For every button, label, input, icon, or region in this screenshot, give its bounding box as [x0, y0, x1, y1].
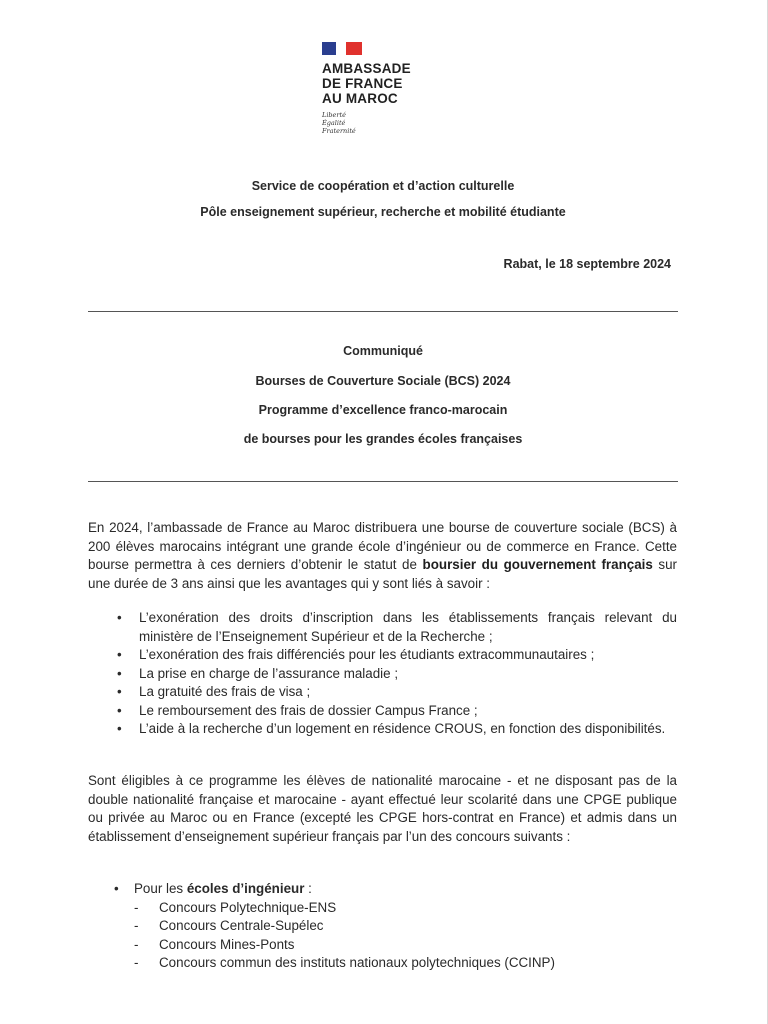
logo-line-3: AU MAROC [322, 91, 398, 106]
dash-icon: - [134, 955, 139, 970]
list-item [88, 899, 677, 918]
logo-line-1: AMBASSADE [322, 61, 411, 76]
list-item [88, 702, 677, 721]
motto-line-3: Fraternité [322, 127, 356, 135]
list-item [88, 609, 677, 646]
intro-paragraph [88, 519, 677, 593]
title-bcs: Bourses de Couverture Sociale (BCS) 2024 [255, 374, 511, 388]
embassy-logo [322, 42, 442, 135]
bullet-icon: • [117, 665, 122, 681]
document-date: Rabat, le 18 septembre 2024 [503, 257, 671, 271]
bullet-icon: • [114, 881, 119, 896]
advantage-text: Le remboursement des frais de dossier Campus France ; [139, 702, 478, 718]
advantage-text: L’aide à la recherche d’un logement en résidence CROUS, en fonction des disponibilités. [139, 721, 666, 736]
intro-text-after: sur une durée de 3 ans ainsi que les avantages qui y sont liés à savoir : [88, 557, 678, 591]
title-programme: Programme d’excellence franco-marocain [258, 403, 508, 417]
dash-icon: - [134, 918, 139, 933]
motto-line-1: Liberté [322, 111, 346, 119]
logo-title [322, 61, 442, 106]
list-item [88, 665, 677, 684]
concours-text: Concours Mines-Ponts [159, 936, 295, 952]
bullet-icon: • [117, 610, 122, 625]
logo-line-2: DE FRANCE [322, 76, 403, 91]
top-divider [88, 311, 678, 312]
eligibility-paragraph: Sont éligibles à ce programme les élèves de nationalité marocaine - et ne disposant pas de la double nationalité française et marocaine - ayant effectué leur scolarité dans une CPGE publique ou privée au Maroc ou en France (excepté les CPGE hors-contrat en France) et admis dans un établissement d’enseignement supérieur français par l’un des concours suivants : [88, 773, 677, 844]
concours-text: Concours Polytechnique-ENS [159, 899, 337, 915]
advantages-list [88, 609, 677, 739]
intro-bold: boursier du gouvernement français [422, 557, 653, 572]
list-item [88, 917, 677, 936]
bullet-icon: • [117, 721, 122, 736]
motto-line-2: Égalité [322, 119, 346, 127]
list-item [88, 954, 677, 973]
advantage-text: L’exonération des droits d’inscription dans les établissements français relevant du ministère de l’Enseignement Supérieur et de la Recherche ; [139, 610, 677, 644]
concours-text: Concours commun des instituts nationaux polytechniques (CCINP) [159, 955, 555, 970]
list-item [88, 646, 677, 665]
service-name: Service de coopération et d’action culturelle [251, 179, 515, 193]
list-item [88, 683, 677, 702]
schools-list [88, 880, 677, 973]
title-communique: Communiqué [343, 344, 423, 358]
list-item [88, 880, 677, 899]
schools-prefix: Pour les [134, 881, 187, 896]
advantage-text: L’exonération des frais différenciés pour les étudiants extracommunautaires ; [139, 647, 595, 662]
concours-text: Concours Centrale-Supélec [159, 918, 324, 933]
schools-suffix: : [304, 881, 312, 896]
bullet-icon: • [117, 647, 122, 662]
advantage-text: La prise en charge de l’assurance maladie ; [139, 665, 399, 681]
republic-motto [322, 111, 442, 135]
bullet-icon: • [117, 684, 122, 699]
schools-bold: écoles d’ingénieur [186, 881, 305, 896]
intro-text-before: En 2024, l’ambassade de France au Maroc distribuera une bourse de couverture sociale (BCS) à 200 élèves marocains intégrant une grande école d’ingénieur ou de commerce en France. Cette bourse permettra à ces derniers d’obtenir le statut de [88, 520, 677, 572]
list-item [88, 720, 677, 739]
bottom-divider [88, 481, 678, 482]
list-item [88, 936, 677, 955]
advantage-text: La gratuité des frais de visa ; [139, 684, 311, 699]
dash-icon: - [134, 899, 139, 915]
pole-name: Pôle enseignement supérieur, recherche et mobilité étudiante [200, 205, 566, 219]
bullet-icon: • [117, 702, 122, 718]
french-flag-icon [322, 42, 362, 55]
dash-icon: - [134, 936, 139, 952]
title-bourses: de bourses pour les grandes écoles françaises [243, 432, 523, 446]
